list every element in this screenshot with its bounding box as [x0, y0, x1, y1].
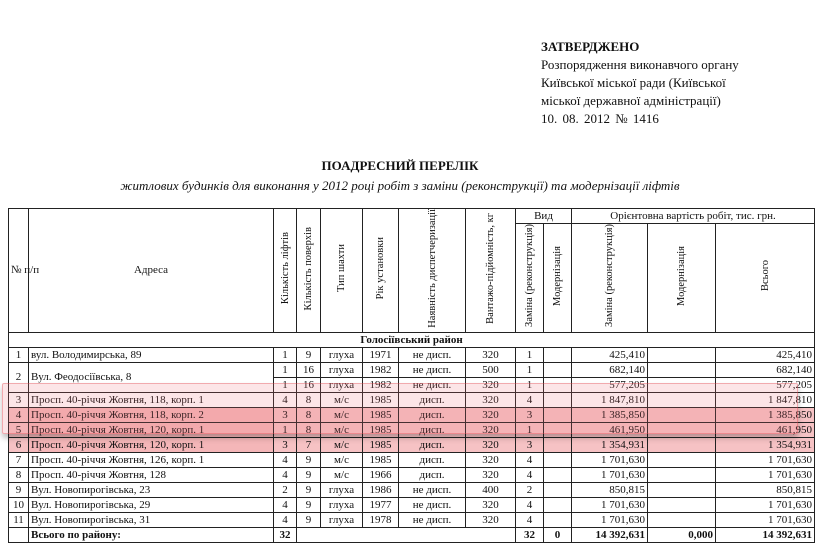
- row-address: Вул. Феодосіївська, 8: [29, 362, 274, 392]
- header-cost-modern: Модернізація: [648, 224, 716, 333]
- document-title: ПОАДРЕСНИЙ ПЕРЕЛІК: [321, 158, 479, 173]
- row-year: 1982: [363, 377, 399, 392]
- row-dispatch: дисп.: [399, 467, 466, 482]
- row-shaft: глуха: [321, 512, 363, 527]
- row-shaft: м/с: [321, 452, 363, 467]
- row-kind-replace: 4: [516, 512, 544, 527]
- row-capacity: 500: [466, 362, 516, 377]
- header-lifts: Кількість ліфтів: [274, 209, 297, 333]
- row-cost-modern: [648, 392, 716, 407]
- row-year: 1971: [363, 347, 399, 362]
- row-num: 5: [9, 422, 29, 437]
- row-kind-replace: 4: [516, 467, 544, 482]
- row-cost-total: 425,410: [716, 347, 815, 362]
- total-empty-cell: [297, 527, 516, 542]
- row-num: 3: [9, 392, 29, 407]
- row-kind-modern: [544, 497, 572, 512]
- row-shaft: м/с: [321, 407, 363, 422]
- row-address: Просп. 40-річчя Жовтня, 120, корп. 1: [29, 437, 274, 452]
- row-cost-modern: [648, 422, 716, 437]
- row-num: 8: [9, 467, 29, 482]
- row-capacity: 320: [466, 467, 516, 482]
- row-capacity: 320: [466, 392, 516, 407]
- header-shaft: Тип шахти: [321, 209, 363, 333]
- row-dispatch: не дисп.: [399, 377, 466, 392]
- row-kind-replace: 1: [516, 347, 544, 362]
- row-dispatch: дисп.: [399, 452, 466, 467]
- row-dispatch: дисп.: [399, 422, 466, 437]
- row-address: Вул. Новопирогівська, 23: [29, 482, 274, 497]
- row-cost-modern: [648, 437, 716, 452]
- row-cost-total: 682,140: [716, 362, 815, 377]
- row-cost-replace: 1 701,630: [572, 512, 648, 527]
- row-shaft: м/с: [321, 422, 363, 437]
- row-dispatch: не дисп.: [399, 347, 466, 362]
- row-lifts: 4: [274, 452, 297, 467]
- row-cost-modern: [648, 482, 716, 497]
- row-address: вул. Володимирська, 89: [29, 347, 274, 362]
- row-lifts: 4: [274, 392, 297, 407]
- approval-line-1: Розпорядження виконавчого органу: [541, 57, 739, 72]
- approval-stamp: [541, 38, 796, 128]
- row-cost-modern: [648, 362, 716, 377]
- row-lifts: 1: [274, 377, 297, 392]
- row-capacity: 320: [466, 407, 516, 422]
- total-kind-modern: 0: [544, 527, 572, 542]
- district-row: [9, 332, 815, 347]
- row-num: 2: [9, 362, 29, 392]
- row-kind-modern: [544, 377, 572, 392]
- row-address: Просп. 40-річчя Жовтня, 128: [29, 467, 274, 482]
- row-address: Просп. 40-річчя Жовтня, 120, корп. 1: [29, 422, 274, 437]
- table-row: [9, 497, 815, 512]
- row-kind-replace: 1: [516, 362, 544, 377]
- row-year: 1985: [363, 437, 399, 452]
- row-shaft: глуха: [321, 497, 363, 512]
- approval-line-3: міської державної адміністрації): [541, 93, 721, 108]
- header-kind-replace: Заміна (реконструкція): [516, 224, 544, 333]
- row-floors: 9: [297, 482, 321, 497]
- row-kind-replace: 2: [516, 482, 544, 497]
- row-cost-total: 1 354,931: [716, 437, 815, 452]
- row-capacity: 320: [466, 377, 516, 392]
- row-cost-replace: 1 701,630: [572, 452, 648, 467]
- row-cost-modern: [648, 497, 716, 512]
- row-floors: 9: [297, 512, 321, 527]
- row-floors: 8: [297, 422, 321, 437]
- row-lifts: 1: [274, 422, 297, 437]
- row-cost-modern: [648, 377, 716, 392]
- header-kind-group: Вид: [516, 209, 572, 224]
- row-lifts: 1: [274, 362, 297, 377]
- header-kind-modern: Модернізація: [544, 224, 572, 333]
- row-kind-replace: 4: [516, 452, 544, 467]
- row-dispatch: дисп.: [399, 437, 466, 452]
- header-address: Адреса: [29, 209, 274, 333]
- table-row: [9, 452, 815, 467]
- table-row: [9, 362, 815, 377]
- row-kind-modern: [544, 407, 572, 422]
- row-floors: 16: [297, 377, 321, 392]
- row-cost-modern: [648, 347, 716, 362]
- row-cost-total: 1 701,630: [716, 452, 815, 467]
- total-cost-total: 14 392,631: [716, 527, 815, 542]
- document-subtitle: житлових будинків для виконання у 2012 році робіт з заміни (реконструкції) та модернізації ліфтів: [120, 178, 680, 193]
- row-cost-replace: 577,205: [572, 377, 648, 392]
- approval-line-2: Київської міської ради (Київської: [541, 75, 726, 90]
- row-cost-replace: 461,950: [572, 422, 648, 437]
- row-capacity: 320: [466, 452, 516, 467]
- row-cost-total: 1 385,850: [716, 407, 815, 422]
- row-floors: 8: [297, 407, 321, 422]
- row-year: 1985: [363, 422, 399, 437]
- row-cost-total: 850,815: [716, 482, 815, 497]
- row-num: 11: [9, 512, 29, 527]
- row-floors: 16: [297, 362, 321, 377]
- row-kind-replace: 4: [516, 497, 544, 512]
- row-year: 1977: [363, 497, 399, 512]
- row-lifts: 2: [274, 482, 297, 497]
- row-cost-modern: [648, 467, 716, 482]
- row-cost-replace: 1 385,850: [572, 407, 648, 422]
- total-cost-modern: 0,000: [648, 527, 716, 542]
- row-kind-modern: [544, 437, 572, 452]
- row-capacity: 320: [466, 512, 516, 527]
- row-num: 4: [9, 407, 29, 422]
- row-kind-modern: [544, 422, 572, 437]
- row-year: 1978: [363, 512, 399, 527]
- row-capacity: 320: [466, 497, 516, 512]
- row-kind-modern: [544, 362, 572, 377]
- row-address: Просп. 40-річчя Жовтня, 118, корп. 2: [29, 407, 274, 422]
- row-lifts: 3: [274, 407, 297, 422]
- row-num: 1: [9, 347, 29, 362]
- row-shaft: глуха: [321, 377, 363, 392]
- row-kind-replace: 4: [516, 392, 544, 407]
- row-year: 1986: [363, 482, 399, 497]
- header-cost-total: Всього: [716, 224, 815, 333]
- row-num: 10: [9, 497, 29, 512]
- row-num: 9: [9, 482, 29, 497]
- approval-date: 10. 08. 2012 № 1416: [541, 111, 659, 126]
- row-cost-replace: 1 701,630: [572, 467, 648, 482]
- table-row: [9, 482, 815, 497]
- total-lifts: 32: [274, 527, 297, 542]
- row-address: Вул. Новопирогівська, 31: [29, 512, 274, 527]
- row-kind-modern: [544, 467, 572, 482]
- row-cost-replace: 1 354,931: [572, 437, 648, 452]
- row-kind-modern: [544, 512, 572, 527]
- row-shaft: глуха: [321, 362, 363, 377]
- header-capacity: Вантажо-підйомність, кг: [466, 209, 516, 333]
- total-label: Всього по району:: [29, 527, 274, 542]
- row-address: Вул. Новопирогівська, 29: [29, 497, 274, 512]
- row-capacity: 320: [466, 422, 516, 437]
- row-cost-modern: [648, 452, 716, 467]
- row-kind-replace: 3: [516, 407, 544, 422]
- row-cost-replace: 850,815: [572, 482, 648, 497]
- row-floors: 9: [297, 347, 321, 362]
- row-cost-total: 1 701,630: [716, 467, 815, 482]
- row-kind-modern: [544, 392, 572, 407]
- row-cost-modern: [648, 512, 716, 527]
- header-floors: Кількість поверхів: [297, 209, 321, 333]
- total-empty-cell: [9, 527, 29, 542]
- table-row: [9, 347, 815, 362]
- row-capacity: 400: [466, 482, 516, 497]
- table-row: [9, 407, 815, 422]
- row-kind-modern: [544, 482, 572, 497]
- header-cost-group: Орієнтовна вартість робіт, тис. грн.: [572, 209, 815, 224]
- row-shaft: м/с: [321, 467, 363, 482]
- row-floors: 7: [297, 437, 321, 452]
- header-cost-replace: Заміна (реконструкція): [572, 224, 648, 333]
- row-kind-replace: 3: [516, 437, 544, 452]
- row-capacity: 320: [466, 437, 516, 452]
- header-num: № п/п: [9, 209, 29, 333]
- table-row: [9, 437, 815, 452]
- row-cost-total: 1 847,810: [716, 392, 815, 407]
- row-capacity: 320: [466, 347, 516, 362]
- approval-title: ЗАТВЕРДЖЕНО: [541, 39, 640, 54]
- row-cost-modern: [648, 407, 716, 422]
- row-dispatch: не дисп.: [399, 482, 466, 497]
- row-floors: 9: [297, 452, 321, 467]
- total-kind-replace: 32: [516, 527, 544, 542]
- district-name: Голосіївський район: [9, 332, 815, 347]
- row-shaft: глуха: [321, 347, 363, 362]
- row-cost-total: 461,950: [716, 422, 815, 437]
- row-shaft: м/с: [321, 392, 363, 407]
- table-row: [9, 392, 815, 407]
- row-dispatch: дисп.: [399, 392, 466, 407]
- row-dispatch: не дисп.: [399, 362, 466, 377]
- header-year: Рік установки: [363, 209, 399, 333]
- row-address: Просп. 40-річчя Жовтня, 126, корп. 1: [29, 452, 274, 467]
- row-lifts: 4: [274, 467, 297, 482]
- table-row: [9, 467, 815, 482]
- row-address: Просп. 40-річчя Жовтня, 118, корп. 1: [29, 392, 274, 407]
- row-cost-total: 577,205: [716, 377, 815, 392]
- row-cost-replace: 1 847,810: [572, 392, 648, 407]
- row-year: 1966: [363, 467, 399, 482]
- table-row: [9, 512, 815, 527]
- total-cost-replace: 14 392,631: [572, 527, 648, 542]
- row-dispatch: не дисп.: [399, 497, 466, 512]
- row-year: 1985: [363, 392, 399, 407]
- row-cost-replace: 1 701,630: [572, 497, 648, 512]
- row-floors: 9: [297, 467, 321, 482]
- row-lifts: 4: [274, 497, 297, 512]
- total-row: [9, 527, 815, 542]
- row-cost-replace: 425,410: [572, 347, 648, 362]
- row-kind-modern: [544, 347, 572, 362]
- row-kind-replace: 1: [516, 422, 544, 437]
- row-kind-replace: 1: [516, 377, 544, 392]
- row-lifts: 3: [274, 437, 297, 452]
- row-cost-total: 1 701,630: [716, 497, 815, 512]
- row-num: 6: [9, 437, 29, 452]
- header-dispatch: Наявність диспетчеризації: [399, 209, 466, 333]
- row-year: 1982: [363, 362, 399, 377]
- row-num: 7: [9, 452, 29, 467]
- row-shaft: м/с: [321, 437, 363, 452]
- row-dispatch: дисп.: [399, 407, 466, 422]
- row-year: 1985: [363, 407, 399, 422]
- row-lifts: 4: [274, 512, 297, 527]
- row-floors: 9: [297, 497, 321, 512]
- row-dispatch: не дисп.: [399, 512, 466, 527]
- row-kind-modern: [544, 452, 572, 467]
- row-floors: 8: [297, 392, 321, 407]
- row-lifts: 1: [274, 347, 297, 362]
- row-cost-replace: 682,140: [572, 362, 648, 377]
- row-cost-total: 1 701,630: [716, 512, 815, 527]
- row-year: 1985: [363, 452, 399, 467]
- row-shaft: глуха: [321, 482, 363, 497]
- lift-works-table: [8, 208, 815, 543]
- table-row: [9, 422, 815, 437]
